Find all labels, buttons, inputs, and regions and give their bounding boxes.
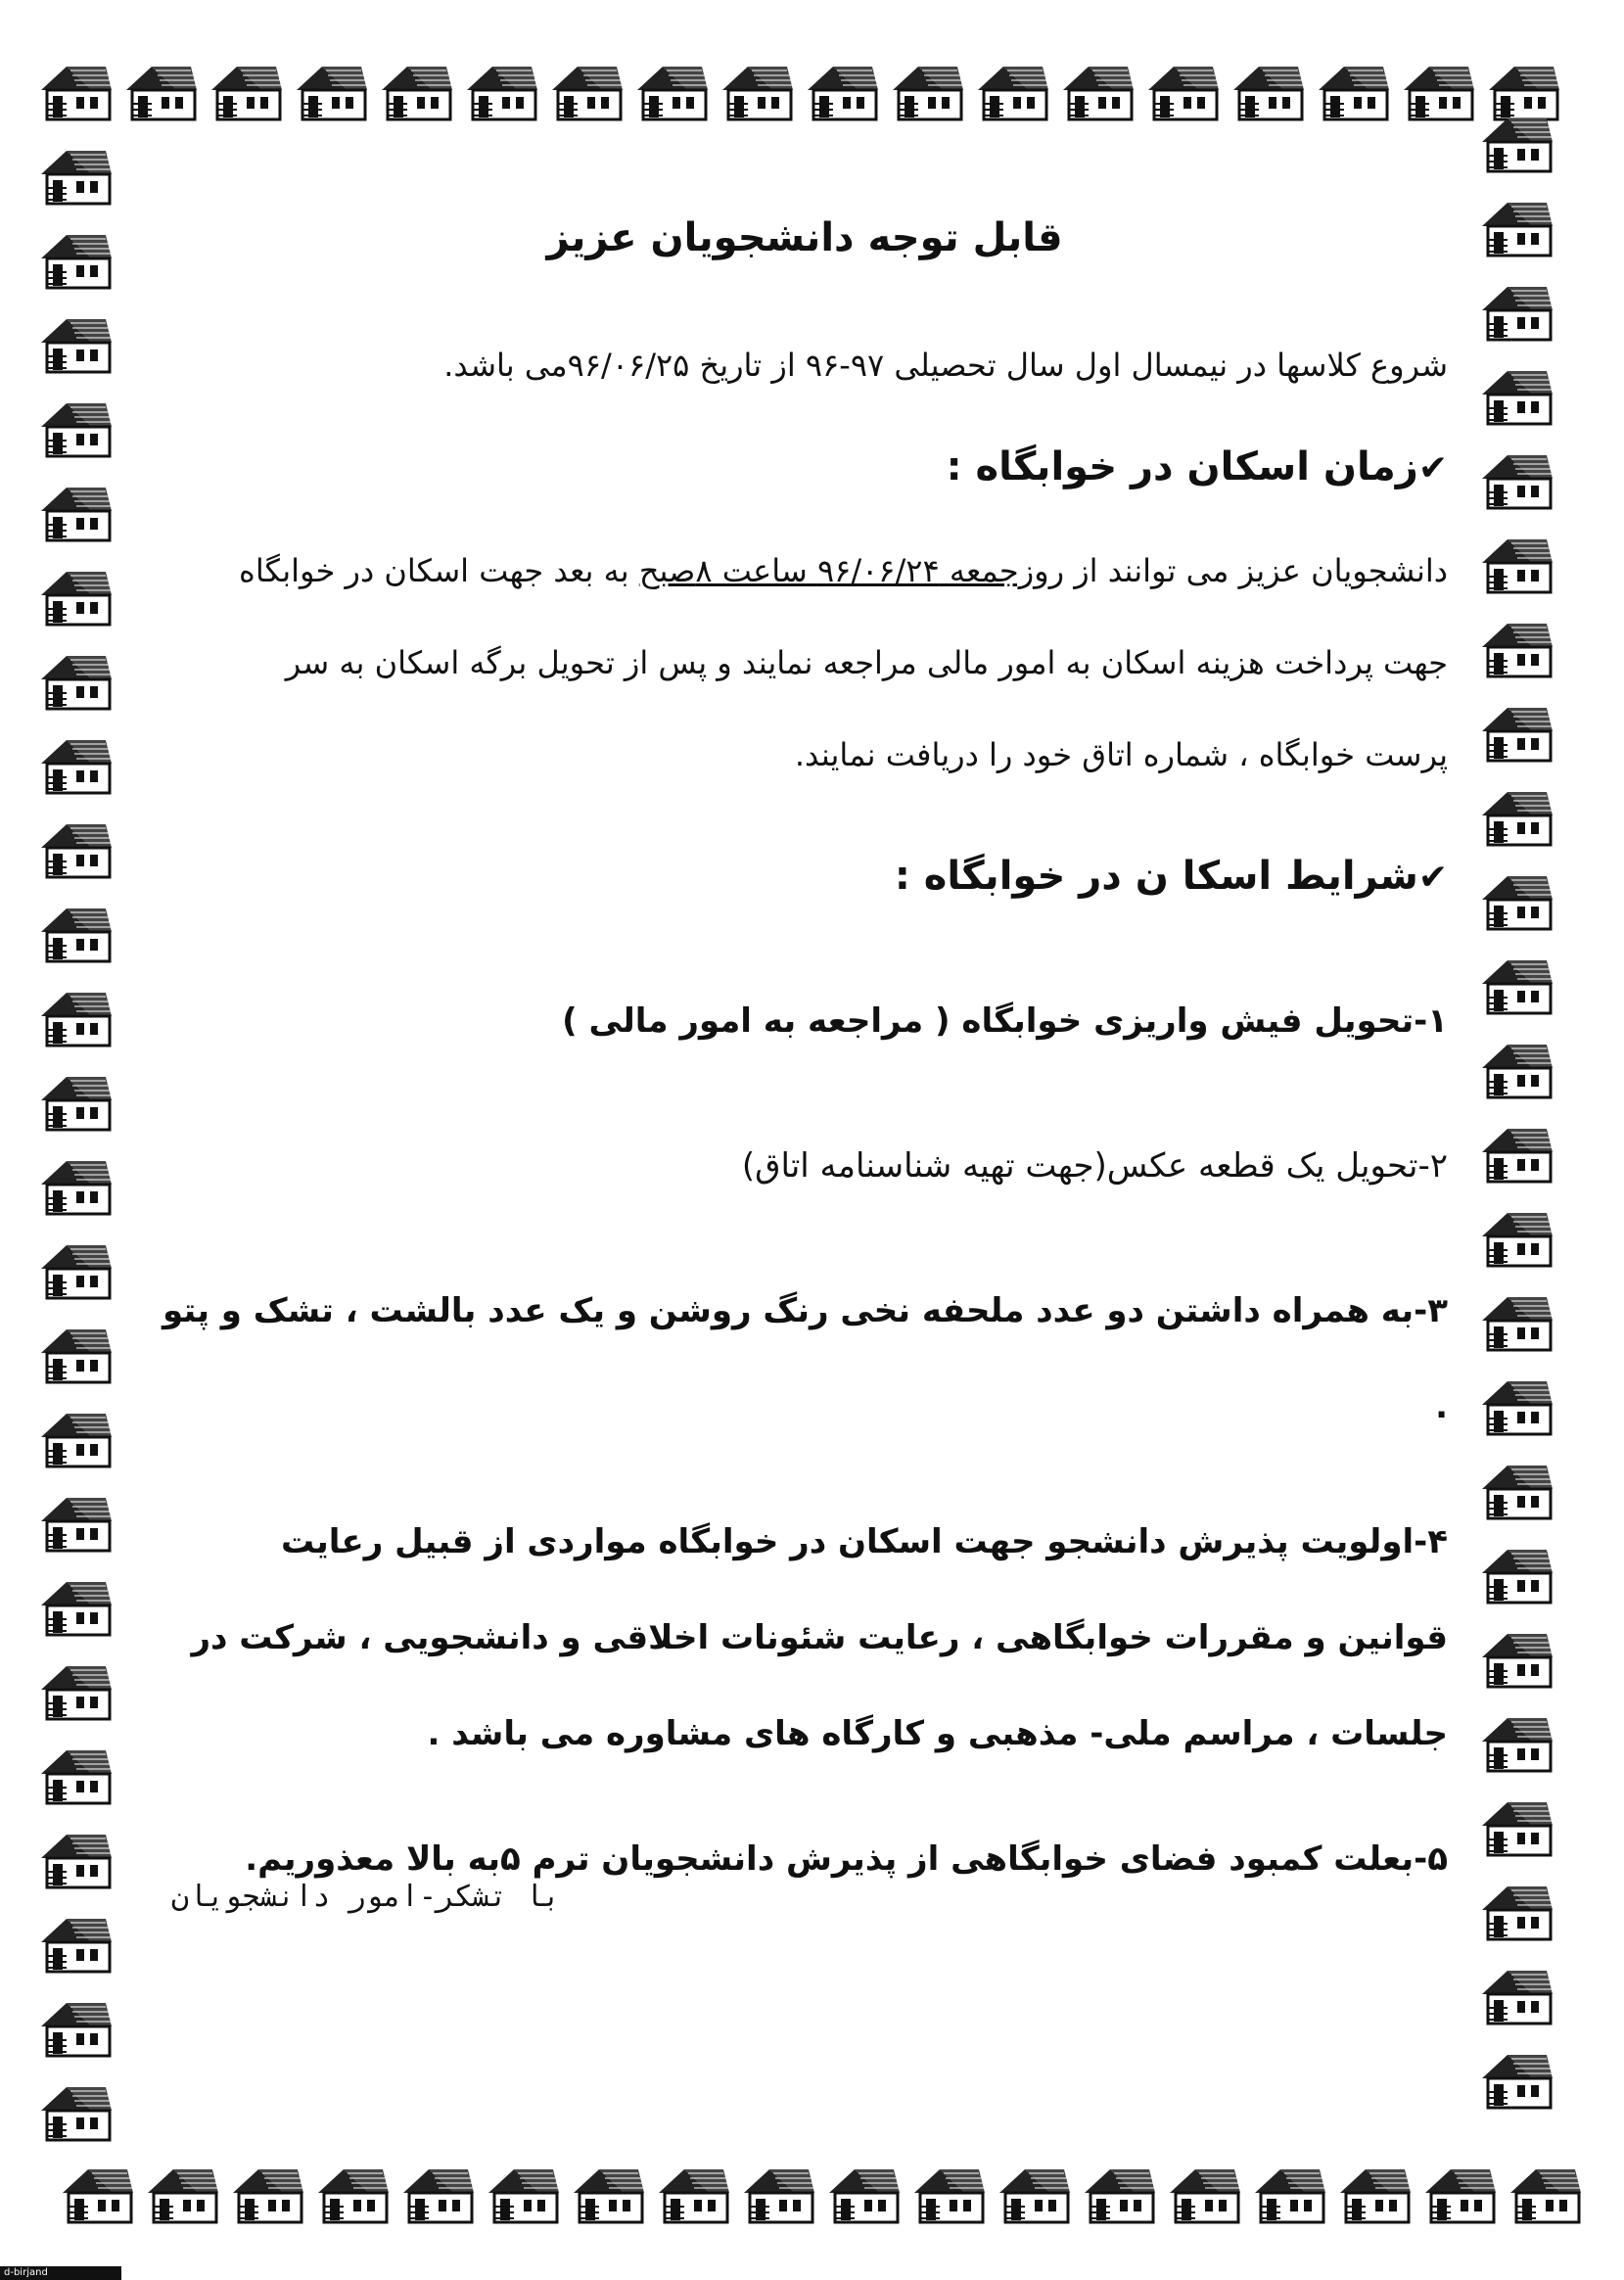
house-icon	[804, 61, 882, 123]
house-icon	[1478, 1796, 1556, 1859]
house-icon	[825, 2164, 904, 2226]
house-icon	[1166, 2164, 1244, 2226]
house-icon	[1478, 702, 1556, 765]
section-heading-label: زمان اسکان در خوابگاه :	[946, 444, 1418, 489]
house-icon	[1478, 1881, 1556, 1943]
house-icon	[1478, 1460, 1556, 1522]
condition-item-2: ۲-تحویل یک قطعه عکس(جهت تهیه شناسنامه اتاق)	[741, 1146, 1448, 1186]
house-icon	[910, 2164, 989, 2226]
condition-item-4: ۴-اولویت پذیرش دانشجو جهت اسکان در خوابگاه مواردی از قبیل رعایت قوانین و مقررات خوابگاهی ، رعایت شئونات اخلاقی و دانشجویی ، شرکت در جلسات ، مراسم ملی- مذهبی و کارگاه های مشاوره می باشد .	[191, 1522, 1448, 1753]
house-icon	[37, 1408, 116, 1470]
house-icon	[37, 2081, 116, 2144]
residence-line-2: جهت پرداخت هزینه اسکان به امور مالی مراجعه نمایند و پس از تحویل برگه اسکان به سر	[285, 644, 1448, 681]
residence-paragraph	[162, 525, 1448, 801]
house-icon	[1421, 2164, 1500, 2226]
house-icon	[378, 61, 456, 123]
house-icon	[1230, 61, 1308, 123]
house-icon	[37, 650, 116, 713]
house-icon	[37, 1913, 116, 1976]
check-icon: ✔	[1417, 858, 1448, 898]
house-icon	[37, 1239, 116, 1302]
house-icon	[37, 61, 116, 123]
signature: با تشکر-امور دانشجویان	[171, 1880, 561, 1914]
house-icon	[633, 61, 712, 123]
house-icon	[1478, 197, 1556, 259]
house-icon	[1478, 1207, 1556, 1270]
house-icon	[1081, 2164, 1159, 2226]
house-icon	[463, 61, 541, 123]
condition-item-1: ۱-تحویل فیش واریزی خوابگاه ( مراجعه به امور مالی )	[562, 1001, 1448, 1041]
house-icon	[293, 61, 371, 123]
house-icon	[974, 61, 1052, 123]
house-icon	[548, 61, 626, 123]
house-icon	[37, 1997, 116, 2060]
house-icon	[37, 987, 116, 1049]
house-icon	[1315, 61, 1393, 123]
house-icon	[1478, 449, 1556, 512]
house-icon	[122, 61, 201, 123]
residence-date-highlight: روزجمعه ۹۶/۰۶/۲۴ ساعت ۸صبح	[638, 552, 1065, 589]
house-icon	[1478, 534, 1556, 596]
house-icon	[1478, 1628, 1556, 1691]
house-icon	[1478, 365, 1556, 428]
house-icon	[314, 2164, 393, 2226]
house-icon	[570, 2164, 648, 2226]
intro-text: شروع کلاسها در نیمسال اول سال تحصیلی ۹۷-۹۶ از تاریخ ۹۶/۰۶/۲۵می باشد.	[443, 347, 1448, 384]
house-icon	[37, 313, 116, 376]
house-icon	[37, 1492, 116, 1555]
house-icon	[1478, 1039, 1556, 1101]
house-icon	[399, 2164, 478, 2226]
notice-body	[162, 186, 1448, 1907]
house-icon	[1144, 61, 1223, 123]
house-icon	[740, 2164, 818, 2226]
footer-tag: d-birjand	[0, 2266, 121, 2280]
house-icon	[37, 482, 116, 544]
house-icon	[37, 818, 116, 881]
house-icon	[1059, 61, 1137, 123]
house-icon	[1478, 1291, 1556, 1354]
house-icon	[1478, 1965, 1556, 2027]
residence-line-3: پرست خوابگاه ، شماره اتاق خود را دریافت نمایند.	[794, 736, 1448, 773]
house-icon	[1478, 2049, 1556, 2112]
house-icon	[719, 61, 797, 123]
house-icon	[1478, 618, 1556, 680]
house-icon	[37, 1155, 116, 1218]
house-icon	[37, 734, 116, 797]
house-icon	[1478, 954, 1556, 1017]
house-icon	[37, 903, 116, 965]
house-icon	[1478, 1123, 1556, 1186]
house-icon	[37, 1660, 116, 1723]
house-icon	[485, 2164, 563, 2226]
house-icon	[655, 2164, 733, 2226]
house-icon	[889, 61, 967, 123]
house-icon	[37, 229, 116, 292]
house-icon	[1507, 2164, 1585, 2226]
house-icon	[37, 566, 116, 628]
house-icon	[37, 1071, 116, 1134]
residence-line-1-c: به بعد جهت اسکان در خوابگاه	[239, 552, 629, 589]
house-icon	[1478, 786, 1556, 849]
house-icon	[1400, 61, 1478, 123]
house-icon	[1478, 113, 1556, 175]
house-icon	[1478, 1712, 1556, 1775]
house-icon	[144, 2164, 222, 2226]
house-icon	[37, 1324, 116, 1386]
residence-line-1	[162, 525, 1448, 617]
house-icon	[37, 1576, 116, 1639]
house-icon	[229, 2164, 307, 2226]
house-icon	[1478, 281, 1556, 344]
condition-item-3: ۳-به همراه داشتن دو عدد ملحفه نخی رنگ روشن و یک عدد بالشت ، تشک و پتو .	[162, 1291, 1448, 1426]
section-heading-residence-time	[162, 421, 1448, 515]
house-icon	[208, 61, 286, 123]
page-title: قابل توجه دانشجویان عزیز	[546, 215, 1063, 260]
house-icon	[37, 1745, 116, 1807]
house-icon	[1478, 1375, 1556, 1438]
house-icon	[1336, 2164, 1415, 2226]
house-icon	[37, 397, 116, 460]
house-icon	[996, 2164, 1074, 2226]
house-icon	[1251, 2164, 1329, 2226]
section-heading-conditions	[162, 830, 1448, 924]
residence-line-1-a: دانشجویان عزیز می توانند از	[1074, 552, 1448, 589]
house-icon	[59, 2164, 137, 2226]
check-icon: ✔	[1417, 448, 1448, 489]
section-heading-label: شرایط اسکا ن در خوابگاه :	[894, 854, 1418, 899]
house-icon	[37, 1829, 116, 1891]
condition-item-5: ۵-بعلت کمبود فضای خوابگاهی از پذیرش دانشجویان ترم ۵به بالا معذوریم.	[245, 1839, 1448, 1879]
house-icon	[37, 145, 116, 208]
house-icon	[1478, 870, 1556, 933]
house-icon	[1478, 1544, 1556, 1606]
